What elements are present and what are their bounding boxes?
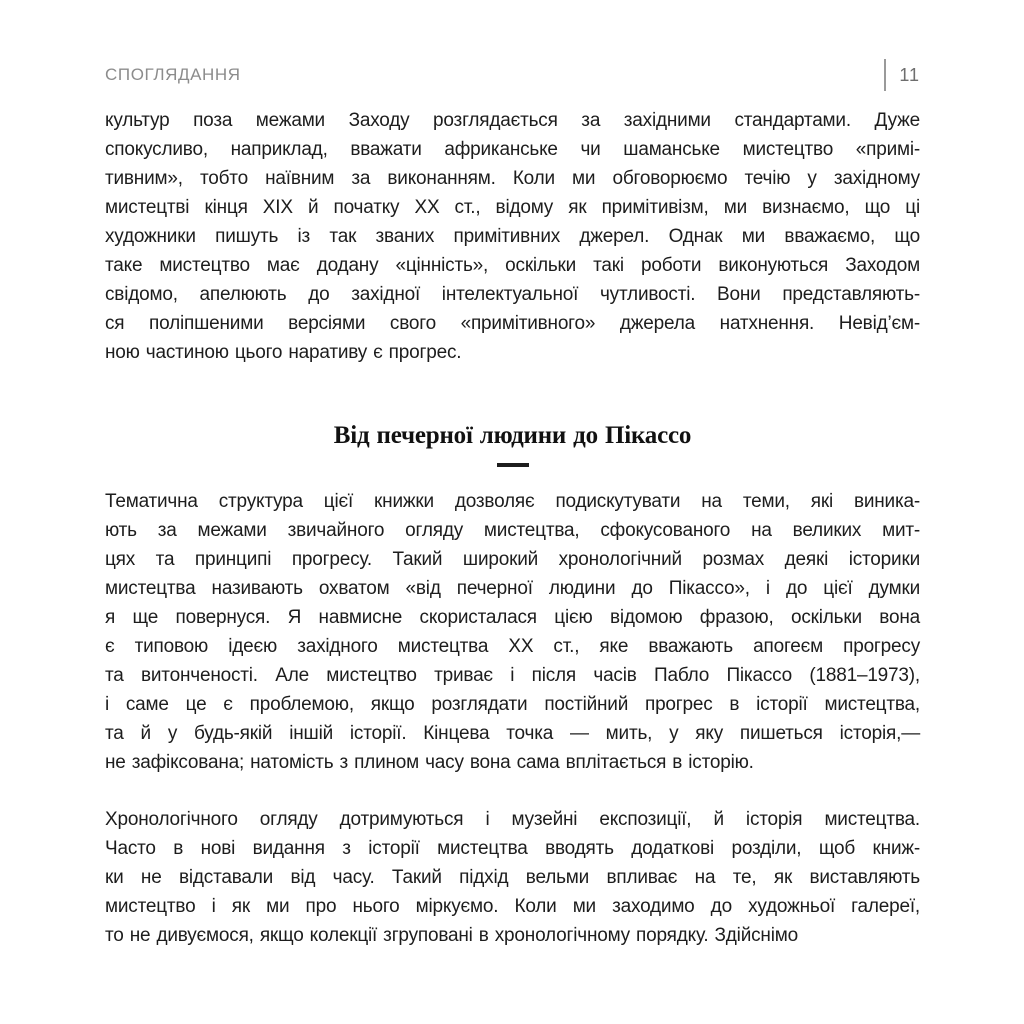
paragraph xyxy=(105,805,920,950)
text-line: таке мистецтво має додану «цінність», оскільки такі роботи виконуються Заходом xyxy=(105,255,920,276)
text-line: та витонченості. Але мистецтво триває і після часів Пабло Пікассо (1881–1973), xyxy=(105,665,920,686)
text-line: мистецтво і як ми про нього міркуємо. Коли ми заходимо до художньої галереї, xyxy=(105,896,920,917)
page-number-divider xyxy=(884,59,886,91)
text-line: мистецтві кінця XIX й початку XX ст., відому як примітивізм, ми визнаємо, що ці xyxy=(105,197,920,218)
text-line: Тематична структура цієї книжки дозволяє подискутувати на теми, які виника- xyxy=(105,491,920,512)
text-line: тивним», тобто наївним за виконанням. Коли ми обговорюємо течію у західному xyxy=(105,168,920,189)
page-number-block xyxy=(884,59,920,91)
section-heading: Від печерної людини до Пікассо xyxy=(333,422,692,449)
heading-divider xyxy=(497,463,529,467)
text-line: свідомо, апелюють до західної інтелектуальної чутливості. Вони представляють- xyxy=(105,284,920,305)
text-line: культур поза межами Заходу розглядається за західними стандартами. Дуже xyxy=(105,110,920,131)
text-line: ють за межами звичайного огляду мистецтва, сфокусованого на великих мит- xyxy=(105,520,920,541)
text-line: є типовою ідеєю західного мистецтва XX ст., яке вважають апогеєм прогресу xyxy=(105,636,920,657)
text-line: я ще повернуся. Я навмисне скористалася цією відомою фразою, оскільки вона xyxy=(105,607,920,628)
text-line: ною частиною цього наративу є прогрес. xyxy=(105,342,462,363)
text-line: та й у будь-якій іншій історії. Кінцева точка — мить, у яку пишеться історія,— xyxy=(105,723,920,744)
text-line: спокусливо, наприклад, вважати африканське чи шаманське мистецтво «примі- xyxy=(105,139,920,160)
text-line: і саме це є проблемою, якщо розглядати постійний прогрес в історії мистецтва, xyxy=(105,694,920,715)
text-line: мистецтва називають охватом «від печерної людини до Пікассо», і до цієї думки xyxy=(105,578,920,599)
text-line: не зафіксована; натомість з плином часу вона сама вплітається в історію. xyxy=(105,752,754,773)
paragraph xyxy=(105,487,920,777)
body-text xyxy=(105,106,920,950)
running-title: СПОГЛЯДАННЯ xyxy=(105,65,241,84)
section-heading-block xyxy=(105,422,920,467)
page-number: 11 xyxy=(899,64,920,85)
paragraph xyxy=(105,106,920,367)
text-line: ся поліпшеними версіями свого «примітивного» джерела натхнення. Невід’єм- xyxy=(105,313,920,334)
text-line: ки не відставали від часу. Такий підхід вельми впливає на те, як виставляють xyxy=(105,867,920,888)
text-line: Часто в нові видання з історії мистецтва вводять додаткові розділи, щоб книж- xyxy=(105,838,920,859)
text-line: художники пишуть із так званих примітивних джерел. Однак ми вважаємо, що xyxy=(105,226,920,247)
text-line: то не дивуємося, якщо колекції згруповані в хронологічному порядку. Здійснімо xyxy=(105,925,798,946)
running-header xyxy=(105,58,920,92)
text-line: цях та принципі прогресу. Такий широкий хронологічний розмах деякі історики xyxy=(105,549,920,570)
text-line: Хронологічного огляду дотримуються і музейні експозиції, й історія мистецтва. xyxy=(105,809,920,830)
